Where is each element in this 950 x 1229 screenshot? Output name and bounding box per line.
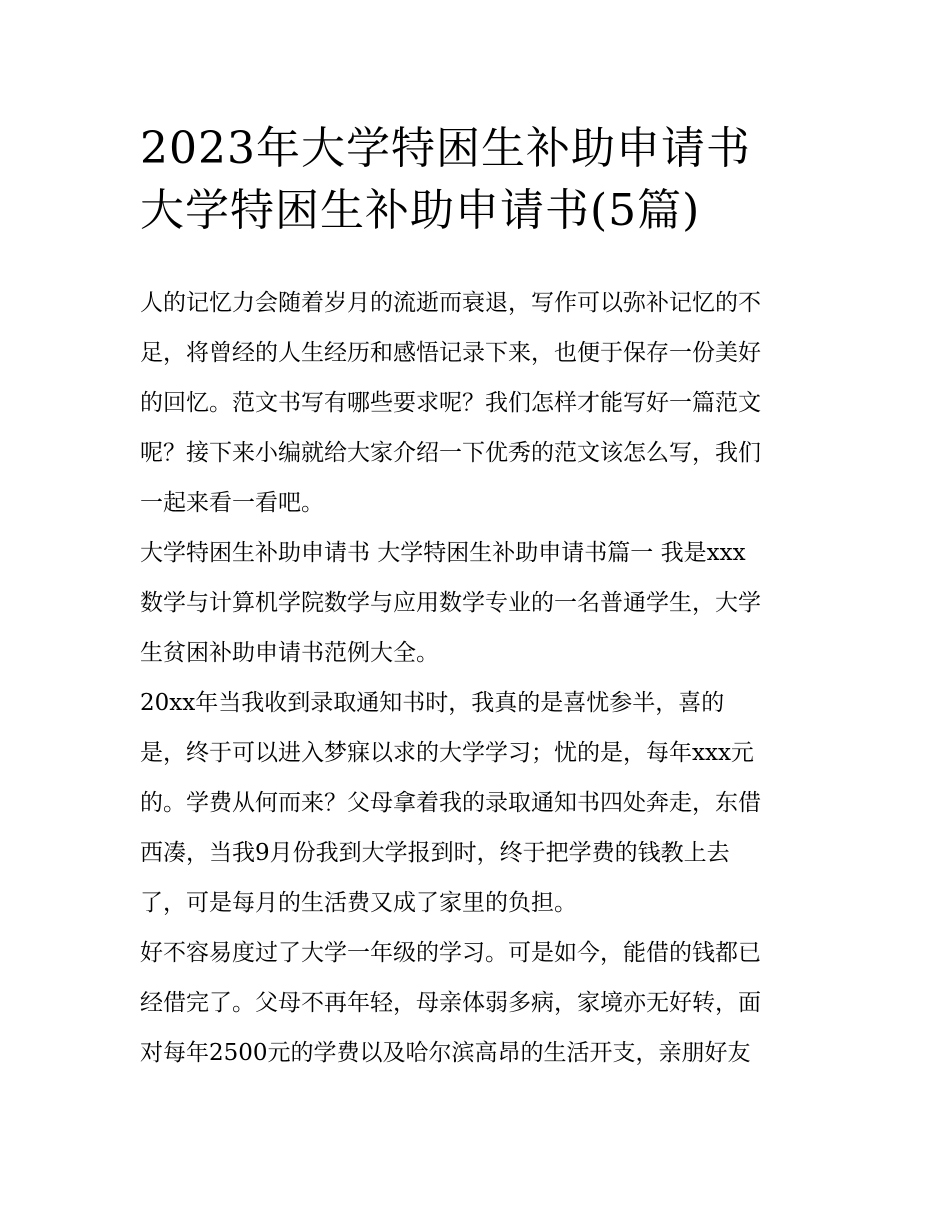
text-line: 了，可是每月的生活费又成了家里的负担。 [140,890,577,916]
text-line: 的回忆。范文书写有哪些要求呢？我们怎样才能写好一篇范文 [140,390,761,416]
document-title [140,118,840,242]
text-line: 数学与计算机学院数学与应用数学专业的一名普通学生，大学 [140,590,761,616]
paragraph-3 [140,928,820,1078]
text-line: 20xx年当我收到录取通知书时，我真的是喜忧参半，喜的 [140,690,725,716]
text-line: 西凑，当我9月份我到大学报到时，终于把学费的钱教上去 [140,840,730,866]
text-line: 生贫困补助申请书范例大全。 [140,640,439,666]
title-line-1: 2023年大学特困生补助申请书 [140,123,751,174]
text-line: 好不容易度过了大学一年级的学习。可是如今，能借的钱都已 [140,940,761,966]
text-line: 人的记忆力会随着岁月的流逝而衰退，写作可以弥补记忆的不 [140,290,761,316]
text-line: 经借完了。父母不再年轻，母亲体弱多病，家境亦无好转，面 [140,990,761,1016]
text-line: 的。学费从何而来？父母拿着我的录取通知书四处奔走，东借 [140,790,761,816]
text-line: 大学特困生补助申请书 大学特困生补助申请书篇一 我是xxx [140,540,746,566]
document-body [140,278,820,1078]
text-line: 足，将曾经的人生经历和感悟记录下来，也便于保存一份美好 [140,340,761,366]
title-line-2: 大学特困生补助申请书(5篇) [140,185,701,236]
text-line: 一起来看一看吧。 [140,490,324,516]
text-line: 呢？接下来小编就给大家介绍一下优秀的范文该怎么写，我们 [140,440,761,466]
paragraph-2 [140,678,820,928]
text-line: 对每年2500元的学费以及哈尔滨高昂的生活开支，亲朋好友 [140,1040,751,1066]
paragraph-1 [140,528,820,678]
paragraph-intro [140,278,820,528]
text-line: 是，终于可以进入梦寐以求的大学学习；忧的是，每年xxx元 [140,740,754,766]
